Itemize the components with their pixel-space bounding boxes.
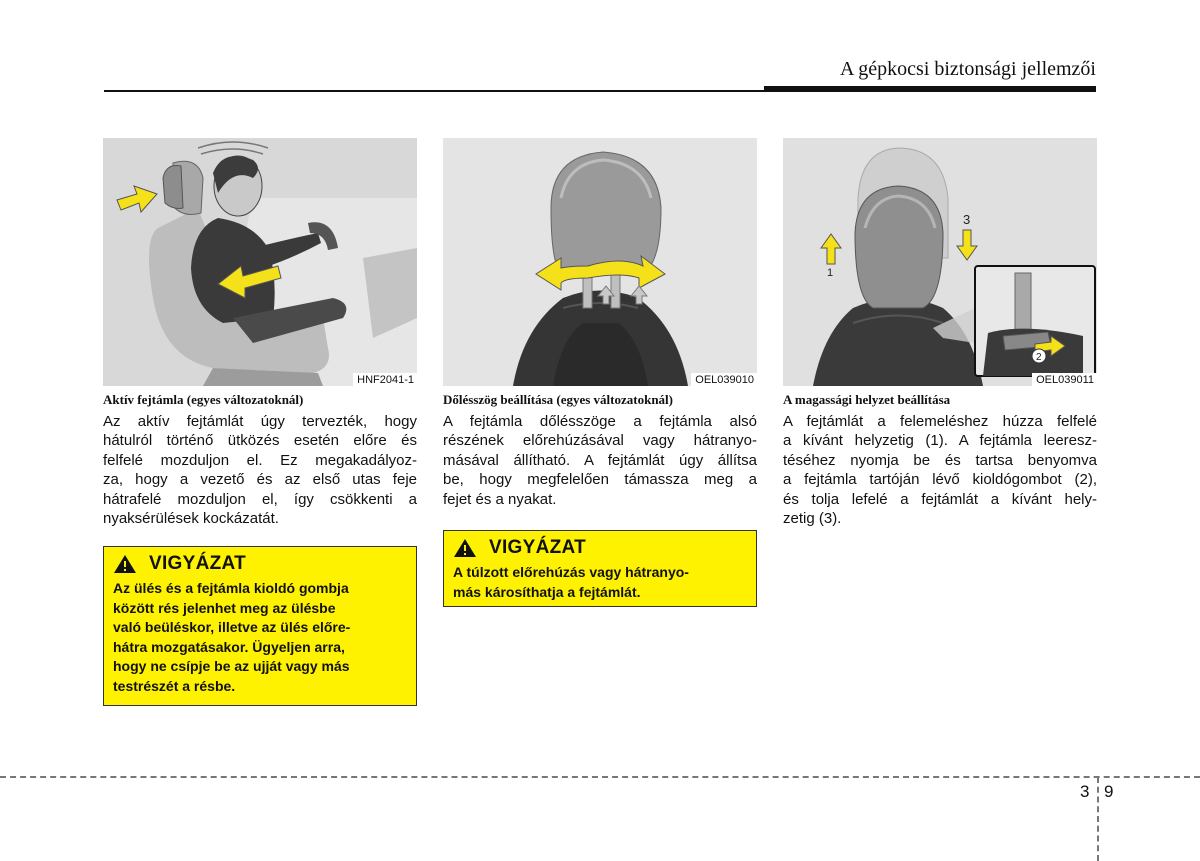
warning-line: más károsíthatja a fejtámlát. (453, 583, 641, 600)
body-line: hátrafelé mozduljon el, így csökkenti a (103, 490, 417, 508)
page-header-title: A gépkocsi biztonsági jellemzői (839, 58, 1096, 80)
body-line: másával állítható. A fejtámlát úgy állítsa (443, 451, 757, 469)
figure-code: HNF2041-1 (353, 373, 417, 386)
callout-label-1: 1 (827, 267, 834, 279)
warning-line: A túlzott előrehúzás vagy hátranyo- (453, 564, 689, 580)
headrest-height-illustration (783, 138, 1097, 386)
body-line: zetig (3). (783, 510, 842, 528)
warning-line: hátra mozgatásakor. Ügyeljen arra, (113, 638, 345, 655)
warning-text (453, 563, 748, 602)
section-active-headrest (103, 138, 417, 528)
body-line: be, hogy megfelelően támassza meg a (443, 471, 757, 489)
active-headrest-illustration (103, 138, 417, 386)
warning-line: között rés jelenhet meg az ülésbe (113, 599, 336, 616)
section-body (783, 412, 1097, 528)
warning-line: hogy ne csípje be az ujját vagy más (113, 658, 350, 674)
body-line: nyaksérülések kockázatát. (103, 510, 279, 528)
warning-box (443, 530, 757, 607)
warning-line: testrészét a résbe. (113, 677, 236, 694)
section-heading: Aktív fejtámla (egyes változatoknál) (103, 392, 304, 407)
warning-title: VIGYÁZAT (489, 537, 587, 558)
body-line: a fejtámla tartóján lévő kioldógombot (2), (783, 471, 1097, 489)
section-body (103, 412, 417, 528)
body-line: felfelé mozduljon el. Ez megakadályoz- (103, 451, 417, 469)
warning-line: való beüléskor, illetve az ülés előre- (113, 619, 351, 635)
section-heading: Dőlésszög beállítása (egyes változatoknál) (443, 392, 674, 407)
chapter-number: 3 (1080, 782, 1090, 801)
warning-header (453, 537, 748, 559)
body-line: és tolja lefelé a fejtámlát a kívánt hely- (783, 490, 1097, 508)
section-body (443, 412, 757, 509)
warning-title: VIGYÁZAT (149, 553, 247, 574)
footer-divider (0, 776, 1200, 778)
body-line: A fejtámla dőlésszöge a fejtámla alsó (443, 413, 757, 430)
body-line: a kívánt helyzetig (1). A fejtámla leeresz- (783, 432, 1097, 450)
page-number-divider (1097, 777, 1099, 861)
body-line: téséhez nyomja be és tartsa benyomva (783, 451, 1097, 469)
header-rule (104, 90, 764, 92)
warning-box (103, 546, 417, 706)
warning-header (113, 553, 408, 575)
figure-code: OEL039011 (1032, 373, 1097, 386)
section-tilt-adjustment (443, 138, 757, 509)
body-line: A fejtámlát a felemeléshez húzza felfelé (783, 413, 1097, 430)
body-line: fejet és a nyakat. (443, 490, 557, 508)
body-line: részének előrehúzásával vagy hátranyo- (443, 432, 757, 450)
section-heading: A magassági helyzet beállítása (783, 392, 951, 407)
warning-line: Az ülés és a fejtámla kioldó gombja (113, 580, 349, 596)
header-rule-thick (764, 86, 1096, 92)
callout-label-2: 2 (1036, 352, 1042, 363)
body-line: Az aktív fejtámlát úgy tervezték, hogy (103, 413, 417, 430)
warning-triangle-icon (453, 538, 477, 558)
figure-code: OEL039010 (691, 373, 757, 386)
body-line: hátulról történő ütközés esetén előre és (103, 432, 417, 450)
warning-triangle-icon (113, 554, 137, 574)
headrest-tilt-illustration (443, 138, 757, 386)
callout-label-3: 3 (963, 212, 971, 227)
warning-text (113, 579, 408, 696)
section-height-adjustment (783, 138, 1097, 528)
body-line: za, hogy a vezető és az első utas feje (103, 471, 417, 489)
page-number: 9 (1104, 782, 1114, 801)
